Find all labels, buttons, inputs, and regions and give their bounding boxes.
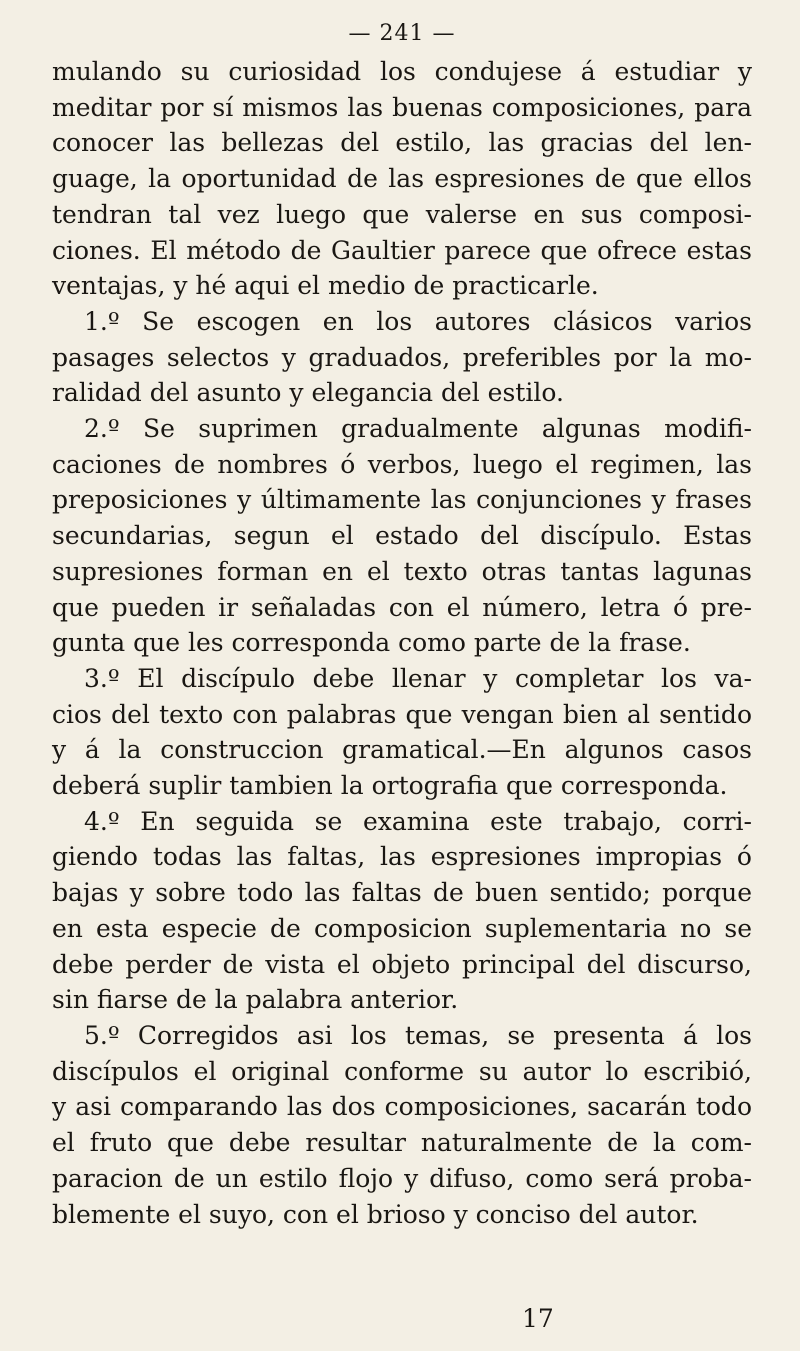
body-text (52, 54, 752, 1232)
text-line: secundarias, segun el estado del discípulo. Estas (52, 521, 752, 551)
text-line: 3.º El discípulo debe llenar y completar los va- (84, 663, 752, 693)
text-line: y asi comparando las dos composiciones, sacarán todo (52, 1092, 752, 1122)
paragraph-continuation (52, 54, 752, 304)
text-line: paracion de un estilo flojo y difuso, como será proba- (52, 1163, 752, 1193)
text-line: meditar por sí mismos las buenas composiciones, para (52, 92, 752, 122)
paragraph-step-3 (52, 661, 752, 804)
text-line: caciones de nombres ó verbos, luego el regimen, las (52, 449, 752, 479)
text-line: conocer las bellezas del estilo, las gracias del len- (52, 128, 752, 158)
text-line: 1.º Se escogen en los autores clásicos varios (84, 306, 752, 336)
text-line: ciones. El método de Gaultier parece que ofrece estas (52, 235, 752, 265)
paragraph-step-4 (52, 804, 752, 1018)
text-line: pasages selectos y graduados, preferibles por la mo- (52, 342, 752, 372)
text-line: guage, la oportunidad de las espresiones de que ellos (52, 164, 752, 194)
text-line: preposiciones y últimamente las conjunciones y frases (52, 485, 752, 515)
text-line: gunta que les corresponda como parte de la frase. (52, 628, 691, 658)
text-line: cios del texto con palabras que vengan bien al sentido (52, 699, 752, 729)
text-line: blemente el suyo, con el brioso y conciso del autor. (52, 1199, 699, 1229)
text-line: supresiones forman en el texto otras tantas lagunas (52, 556, 752, 586)
text-line: mulando su curiosidad los condujese á estudiar y (52, 57, 752, 86)
paragraph-step-5 (52, 1018, 752, 1232)
text-line: discípulos el original conforme su autor lo escribió, (52, 1056, 752, 1086)
text-line: el fruto que debe resultar naturalmente de la com- (52, 1128, 752, 1158)
paragraph-step-1 (52, 304, 752, 411)
text-line: que pueden ir señaladas con el número, letra ó pre- (52, 592, 752, 622)
text-line: tendran tal vez luego que valerse en sus composi- (52, 199, 752, 229)
text-line: 5.º Corregidos asi los temas, se presenta á los (84, 1020, 752, 1050)
book-page (52, 22, 752, 1232)
text-line: bajas y sobre todo las faltas de buen sentido; porque (52, 878, 752, 908)
text-line: ralidad del asunto y elegancia del estilo. (52, 378, 564, 408)
text-line: sin fiarse de la palabra anterior. (52, 985, 459, 1015)
signature-mark: 17 (522, 1304, 554, 1333)
text-line: deberá suplir tambien la ortografia que corresponda. (52, 771, 728, 801)
paragraph-step-2 (52, 411, 752, 661)
page-number: — 241 — (348, 21, 456, 46)
text-line: 2.º Se suprimen gradualmente algunas modifi- (84, 414, 752, 444)
text-line: 4.º En seguida se examina este trabajo, corri- (84, 806, 752, 836)
text-line: ventajas, y hé aqui el medio de practicarle. (52, 271, 599, 301)
text-line: debe perder de vista el objeto principal del discurso, (52, 949, 752, 979)
text-line: en esta especie de composicion suplementaria no se (52, 913, 752, 943)
text-line: giendo todas las faltas, las espresiones impropias ó (52, 842, 752, 872)
text-line: y á la construccion gramatical.—En algunos casos (52, 735, 752, 765)
